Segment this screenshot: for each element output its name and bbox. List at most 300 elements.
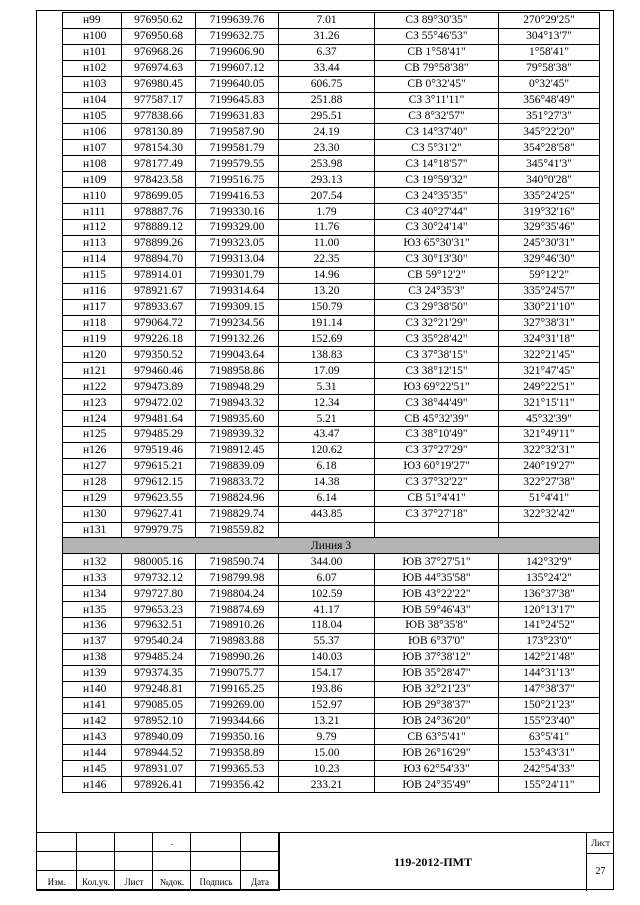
cell-x: 978914.01 bbox=[122, 267, 196, 283]
table-row bbox=[63, 554, 600, 570]
cell-az: 155°23'40" bbox=[499, 713, 600, 729]
cell-rumb: СЗ 19°59'32" bbox=[375, 172, 499, 188]
cell-id: н145 bbox=[63, 761, 122, 777]
table-row bbox=[63, 172, 600, 188]
cell-x: 979473.89 bbox=[122, 379, 196, 395]
cell-d: 12.34 bbox=[279, 395, 375, 411]
cell-y: 7199645.83 bbox=[196, 92, 279, 108]
cell-y: 7198829.74 bbox=[196, 506, 279, 522]
cell-rumb: СВ 63°5'41" bbox=[375, 729, 499, 745]
sheet-number: 27 bbox=[595, 866, 606, 877]
cell-d: 443.85 bbox=[279, 506, 375, 522]
table-row bbox=[63, 426, 600, 442]
cell-id: н118 bbox=[63, 315, 122, 331]
cell-x: 978921.67 bbox=[122, 283, 196, 299]
cell-az: 249°22'51" bbox=[499, 379, 600, 395]
cell-az: 322°32'42" bbox=[499, 506, 600, 522]
cell-y: 7199581.79 bbox=[196, 140, 279, 156]
cell-x: 979519.46 bbox=[122, 442, 196, 458]
cell-az: 321°47'45" bbox=[499, 363, 600, 379]
cell-y: 7198590.74 bbox=[196, 554, 279, 570]
cell-x: 979485.29 bbox=[122, 426, 196, 442]
table-row bbox=[63, 156, 600, 172]
cell-id: н106 bbox=[63, 124, 122, 140]
cell-az: 321°49'11" bbox=[499, 426, 600, 442]
cell-id: н129 bbox=[63, 490, 122, 506]
cell-az: 147°38'37" bbox=[499, 681, 600, 697]
cell-az: 330°21'10" bbox=[499, 299, 600, 315]
cell-d: 138.83 bbox=[279, 347, 375, 363]
cell-rumb: СЗ 32°21'29" bbox=[375, 315, 499, 331]
cell-y: 7199365.53 bbox=[196, 761, 279, 777]
cell-y: 7198990.26 bbox=[196, 649, 279, 665]
cell-rumb: ЮВ 44°35'58" bbox=[375, 570, 499, 586]
table-row bbox=[63, 92, 600, 108]
cell-id: н112 bbox=[63, 219, 122, 235]
cell-rumb: СЗ 30°24'14" bbox=[375, 219, 499, 235]
cell-id: н103 bbox=[63, 76, 122, 92]
table-row bbox=[63, 395, 600, 411]
cell-d: 140.03 bbox=[279, 649, 375, 665]
cell-x: 979085.05 bbox=[122, 697, 196, 713]
cell-d: 193.86 bbox=[279, 681, 375, 697]
cell-az: 141°24'52" bbox=[499, 618, 600, 634]
cell-d: 118.04 bbox=[279, 618, 375, 634]
cell-rumb: СЗ 38°10'49" bbox=[375, 426, 499, 442]
revision-grid bbox=[36, 833, 279, 891]
table-row bbox=[63, 331, 600, 347]
cell-x: 979653.23 bbox=[122, 602, 196, 618]
cell-x: 979623.55 bbox=[122, 490, 196, 506]
cell-id: н120 bbox=[63, 347, 122, 363]
cell-az: 51°4'41" bbox=[499, 490, 600, 506]
cell-y: 7199043.64 bbox=[196, 347, 279, 363]
cell-az: 351°27'3" bbox=[499, 108, 600, 124]
coordinates-table bbox=[62, 12, 600, 793]
cell-id: н142 bbox=[63, 713, 122, 729]
cell-rumb: ЮВ 37°27'51" bbox=[375, 554, 499, 570]
table-row bbox=[63, 713, 600, 729]
cell-d: 11.76 bbox=[279, 219, 375, 235]
cell-az: 142°21'48" bbox=[499, 649, 600, 665]
cell-az: 142°32'9" bbox=[499, 554, 600, 570]
cell-az: 135°24'2" bbox=[499, 570, 600, 586]
cell-rumb: СВ 0°32'45" bbox=[375, 76, 499, 92]
cell-rumb: СЗ 37°27'18" bbox=[375, 506, 499, 522]
cell-rumb: СЗ 35°28'42" bbox=[375, 331, 499, 347]
cell-az: 304°13'7" bbox=[499, 28, 600, 44]
cell-az: 354°28'58" bbox=[499, 140, 600, 156]
stamp-label: Дата bbox=[251, 877, 269, 887]
cell-y: 7198799.98 bbox=[196, 570, 279, 586]
cell-rumb: СЗ 40°27'44" bbox=[375, 204, 499, 220]
cell-az: 245°30'31" bbox=[499, 235, 600, 251]
cell-id: н140 bbox=[63, 681, 122, 697]
cell-rumb: СЗ 30°13'30" bbox=[375, 251, 499, 267]
cell-d: 120.62 bbox=[279, 442, 375, 458]
cell-id: н136 bbox=[63, 618, 122, 634]
cell-x: 978889.12 bbox=[122, 219, 196, 235]
cell-y: 7199606.90 bbox=[196, 44, 279, 60]
cell-y: 7199329.00 bbox=[196, 219, 279, 235]
cell-az: 322°32'31" bbox=[499, 442, 600, 458]
cell-az: 173°23'0" bbox=[499, 633, 600, 649]
cell-rumb: ЮВ 43°22'22" bbox=[375, 586, 499, 602]
cell-x: 979612.15 bbox=[122, 474, 196, 490]
cell-id: н133 bbox=[63, 570, 122, 586]
cell-y: 7199165.25 bbox=[196, 681, 279, 697]
cell-d: 14.38 bbox=[279, 474, 375, 490]
stamp-cell bbox=[241, 833, 279, 852]
stamp-cell bbox=[191, 833, 241, 852]
cell-x: 978699.05 bbox=[122, 188, 196, 204]
sheet-box bbox=[586, 833, 614, 891]
cell-id: н102 bbox=[63, 60, 122, 76]
cell-rumb: СЗ 24°35'35" bbox=[375, 188, 499, 204]
cell-y: 7198824.96 bbox=[196, 490, 279, 506]
stamp-label: Изм. bbox=[47, 877, 66, 887]
cell-rumb: ЮВ 37°38'12" bbox=[375, 649, 499, 665]
cell-id: н135 bbox=[63, 602, 122, 618]
stamp-cell bbox=[77, 833, 115, 852]
cell-az: 63°5'41" bbox=[499, 729, 600, 745]
title-block bbox=[36, 832, 614, 890]
cell-rumb: СВ 51°4'41" bbox=[375, 490, 499, 506]
cell-d: 5.21 bbox=[279, 411, 375, 427]
stamp-cell bbox=[191, 852, 241, 871]
stamp-dot: . bbox=[170, 837, 174, 847]
cell-id: н132 bbox=[63, 554, 122, 570]
cell-rumb: ЮВ 6°37'0" bbox=[375, 633, 499, 649]
cell-x: 979226.18 bbox=[122, 331, 196, 347]
table-row bbox=[63, 140, 600, 156]
cell-x: 978887.76 bbox=[122, 204, 196, 220]
cell-id: н121 bbox=[63, 363, 122, 379]
cell-d: 606.75 bbox=[279, 76, 375, 92]
table-row bbox=[63, 188, 600, 204]
cell-x: 976980.45 bbox=[122, 76, 196, 92]
cell-rumb: ЮВ 38°35'8" bbox=[375, 618, 499, 634]
table-row bbox=[63, 570, 600, 586]
cell-az: 240°19'27" bbox=[499, 458, 600, 474]
table-row bbox=[63, 124, 600, 140]
cell-d: 5.31 bbox=[279, 379, 375, 395]
table-row bbox=[63, 586, 600, 602]
cell-rumb: ЮЗ 60°19'27" bbox=[375, 458, 499, 474]
cell-az: 136°37'38" bbox=[499, 586, 600, 602]
cell-az: 120°13'17" bbox=[499, 602, 600, 618]
cell-d: 22.35 bbox=[279, 251, 375, 267]
cell-y: 7198804.24 bbox=[196, 586, 279, 602]
section-row bbox=[63, 538, 600, 554]
cell-y: 7199416.53 bbox=[196, 188, 279, 204]
cell-az: 1°58'41" bbox=[499, 44, 600, 60]
cell-x: 979064.72 bbox=[122, 315, 196, 331]
cell-id: н101 bbox=[63, 44, 122, 60]
cell-id: н124 bbox=[63, 411, 122, 427]
cell-y: 7199587.90 bbox=[196, 124, 279, 140]
cell-rumb: ЮВ 32°21'23" bbox=[375, 681, 499, 697]
cell-x: 978154.30 bbox=[122, 140, 196, 156]
cell-x: 979460.46 bbox=[122, 363, 196, 379]
cell-rumb: ЮЗ 69°22'51" bbox=[375, 379, 499, 395]
cell-id: н122 bbox=[63, 379, 122, 395]
cell-d: 253.98 bbox=[279, 156, 375, 172]
sheet-label: Лист bbox=[587, 833, 614, 854]
cell-y: 7199356.42 bbox=[196, 777, 279, 793]
cell-y: 7199607.12 bbox=[196, 60, 279, 76]
table-row bbox=[63, 44, 600, 60]
table-row bbox=[63, 681, 600, 697]
cell-d: 13.20 bbox=[279, 283, 375, 299]
cell-d: 6.18 bbox=[279, 458, 375, 474]
cell-id: н144 bbox=[63, 745, 122, 761]
cell-d: 102.59 bbox=[279, 586, 375, 602]
cell-az: 345°22'20" bbox=[499, 124, 600, 140]
table-row bbox=[63, 761, 600, 777]
cell-x: 979485.24 bbox=[122, 649, 196, 665]
cell-az: 144°31'13" bbox=[499, 665, 600, 681]
cell-x: 976968.26 bbox=[122, 44, 196, 60]
cell-y: 7199330.16 bbox=[196, 204, 279, 220]
cell-d: 9.79 bbox=[279, 729, 375, 745]
table-row bbox=[63, 506, 600, 522]
cell-y: 7198943.32 bbox=[196, 395, 279, 411]
cell-y: 7199639.76 bbox=[196, 13, 279, 29]
table-row bbox=[63, 697, 600, 713]
cell-az: 59°12'2" bbox=[499, 267, 600, 283]
cell-y: 7199631.83 bbox=[196, 108, 279, 124]
cell-id: н143 bbox=[63, 729, 122, 745]
cell-d: 207.54 bbox=[279, 188, 375, 204]
cell-x: 979481.64 bbox=[122, 411, 196, 427]
cell-x: 978944.52 bbox=[122, 745, 196, 761]
cell-x: 979727.80 bbox=[122, 586, 196, 602]
cell-id: н125 bbox=[63, 426, 122, 442]
cell-id: н105 bbox=[63, 108, 122, 124]
cell-x: 978894.70 bbox=[122, 251, 196, 267]
table-row bbox=[63, 602, 600, 618]
cell-x: 976950.62 bbox=[122, 13, 196, 29]
cell-id: н146 bbox=[63, 777, 122, 793]
table-row bbox=[63, 474, 600, 490]
table-row bbox=[63, 13, 600, 29]
cell-d: 55.37 bbox=[279, 633, 375, 649]
stamp-cell bbox=[241, 852, 279, 871]
cell-rumb: СЗ 89°30'35" bbox=[375, 13, 499, 29]
section-label: Линия 3 bbox=[63, 538, 600, 554]
cell-x: 979540.24 bbox=[122, 633, 196, 649]
cell-id: н134 bbox=[63, 586, 122, 602]
cell-id: н107 bbox=[63, 140, 122, 156]
cell-y: 7198559.82 bbox=[196, 522, 279, 538]
cell-az: 327°38'31" bbox=[499, 315, 600, 331]
stamp-cell bbox=[115, 833, 153, 852]
cell-y: 7198839.09 bbox=[196, 458, 279, 474]
cell-y: 7199516.75 bbox=[196, 172, 279, 188]
cell-rumb: ЮВ 35°28'47" bbox=[375, 665, 499, 681]
cell-d: 152.69 bbox=[279, 331, 375, 347]
cell-d: 154.17 bbox=[279, 665, 375, 681]
cell-rumb: ЮВ 29°38'37" bbox=[375, 697, 499, 713]
table-row bbox=[63, 522, 600, 538]
cell-y: 7199640.05 bbox=[196, 76, 279, 92]
cell-d: 7.01 bbox=[279, 13, 375, 29]
table-row bbox=[63, 347, 600, 363]
cell-x: 977587.17 bbox=[122, 92, 196, 108]
cell-rumb: ЮВ 59°46'43" bbox=[375, 602, 499, 618]
cell-id: н113 bbox=[63, 235, 122, 251]
cell-az: 321°15'11" bbox=[499, 395, 600, 411]
cell-y: 7199301.79 bbox=[196, 267, 279, 283]
cell-id: н108 bbox=[63, 156, 122, 172]
cell-id: н111 bbox=[63, 204, 122, 220]
cell-d: 251.88 bbox=[279, 92, 375, 108]
cell-az: 340°0'28" bbox=[499, 172, 600, 188]
cell-rumb: СЗ 5°31'2" bbox=[375, 140, 499, 156]
cell-d: 11.00 bbox=[279, 235, 375, 251]
cell-rumb: СЗ 38°44'49" bbox=[375, 395, 499, 411]
cell-az: 79°58'38" bbox=[499, 60, 600, 76]
cell-x: 979979.75 bbox=[122, 522, 196, 538]
cell-az: 45°32'39" bbox=[499, 411, 600, 427]
cell-y: 7198833.72 bbox=[196, 474, 279, 490]
cell-id: н137 bbox=[63, 633, 122, 649]
cell-x: 979248.81 bbox=[122, 681, 196, 697]
cell-id: н116 bbox=[63, 283, 122, 299]
cell-rumb: СЗ 3°11'11" bbox=[375, 92, 499, 108]
cell-x: 980005.16 bbox=[122, 554, 196, 570]
cell-d: 344.00 bbox=[279, 554, 375, 570]
cell-id: н138 bbox=[63, 649, 122, 665]
cell-d: 15.00 bbox=[279, 745, 375, 761]
cell-rumb: ЮВ 26°16'29" bbox=[375, 745, 499, 761]
cell-x: 978940.09 bbox=[122, 729, 196, 745]
cell-id: н100 bbox=[63, 28, 122, 44]
cell-d: 23.30 bbox=[279, 140, 375, 156]
cell-x: 978926.41 bbox=[122, 777, 196, 793]
cell-y: 7198983.88 bbox=[196, 633, 279, 649]
table-row bbox=[63, 76, 600, 92]
cell-x: 978423.58 bbox=[122, 172, 196, 188]
cell-y: 7199269.00 bbox=[196, 697, 279, 713]
table-row bbox=[63, 729, 600, 745]
cell-az: 322°27'38" bbox=[499, 474, 600, 490]
cell-rumb bbox=[375, 522, 499, 538]
cell-d: 24.19 bbox=[279, 124, 375, 140]
stamp-label: Лист bbox=[124, 877, 144, 887]
table-row bbox=[63, 299, 600, 315]
cell-x: 978899.26 bbox=[122, 235, 196, 251]
cell-rumb: СЗ 24°35'3" bbox=[375, 283, 499, 299]
table-row bbox=[63, 458, 600, 474]
cell-az: 329°46'30" bbox=[499, 251, 600, 267]
table-row bbox=[63, 251, 600, 267]
cell-x: 978952.10 bbox=[122, 713, 196, 729]
cell-x: 978130.89 bbox=[122, 124, 196, 140]
cell-id: н128 bbox=[63, 474, 122, 490]
table-row bbox=[63, 777, 600, 793]
cell-az: 324°31'18" bbox=[499, 331, 600, 347]
cell-rumb: СЗ 37°38'15" bbox=[375, 347, 499, 363]
stamp-cell bbox=[153, 852, 191, 871]
cell-d: 17.09 bbox=[279, 363, 375, 379]
table-row bbox=[63, 633, 600, 649]
cell-y: 7199132.26 bbox=[196, 331, 279, 347]
cell-x: 978177.49 bbox=[122, 156, 196, 172]
cell-y: 7199313.04 bbox=[196, 251, 279, 267]
cell-y: 7199309.15 bbox=[196, 299, 279, 315]
stamp-cell bbox=[115, 852, 153, 871]
cell-x: 979632.51 bbox=[122, 618, 196, 634]
table-row bbox=[63, 745, 600, 761]
table-row bbox=[63, 490, 600, 506]
table-row bbox=[63, 219, 600, 235]
cell-rumb: ЮВ 24°36'20" bbox=[375, 713, 499, 729]
cell-x: 979472.02 bbox=[122, 395, 196, 411]
cell-id: н104 bbox=[63, 92, 122, 108]
cell-az: 322°21'45" bbox=[499, 347, 600, 363]
cell-rumb: СЗ 29°38'50" bbox=[375, 299, 499, 315]
cell-d: 295.51 bbox=[279, 108, 375, 124]
cell-id: н117 bbox=[63, 299, 122, 315]
cell-x: 976950.68 bbox=[122, 28, 196, 44]
table-row bbox=[63, 665, 600, 681]
table-row bbox=[63, 411, 600, 427]
cell-id: н115 bbox=[63, 267, 122, 283]
cell-id: н126 bbox=[63, 442, 122, 458]
cell-id: н131 bbox=[63, 522, 122, 538]
cell-rumb: СЗ 14°18'57" bbox=[375, 156, 499, 172]
cell-y: 7198948.29 bbox=[196, 379, 279, 395]
stamp-cell bbox=[36, 852, 77, 871]
cell-id: н119 bbox=[63, 331, 122, 347]
cell-d: 33.44 bbox=[279, 60, 375, 76]
table-row bbox=[63, 267, 600, 283]
cell-y: 7198910.26 bbox=[196, 618, 279, 634]
cell-d: 10.23 bbox=[279, 761, 375, 777]
cell-id: н109 bbox=[63, 172, 122, 188]
table-row bbox=[63, 442, 600, 458]
cell-y: 7199350.16 bbox=[196, 729, 279, 745]
stamp-label: Кол.уч. bbox=[82, 877, 110, 887]
cell-az: 345°41'3" bbox=[499, 156, 600, 172]
cell-rumb: СЗ 55°46'53" bbox=[375, 28, 499, 44]
cell-rumb: СЗ 14°37'40" bbox=[375, 124, 499, 140]
cell-d: 13.21 bbox=[279, 713, 375, 729]
cell-d: 150.79 bbox=[279, 299, 375, 315]
cell-az: 242°54'33" bbox=[499, 761, 600, 777]
cell-x: 976974.63 bbox=[122, 60, 196, 76]
cell-rumb: СВ 1°58'41" bbox=[375, 44, 499, 60]
cell-az: 335°24'25" bbox=[499, 188, 600, 204]
cell-az: 155°24'11" bbox=[499, 777, 600, 793]
cell-d: 152.97 bbox=[279, 697, 375, 713]
cell-x: 979374.35 bbox=[122, 665, 196, 681]
cell-d: 293.13 bbox=[279, 172, 375, 188]
cell-d: 43.47 bbox=[279, 426, 375, 442]
cell-y: 7199358.89 bbox=[196, 745, 279, 761]
cell-y: 7199344.66 bbox=[196, 713, 279, 729]
cell-rumb: СЗ 37°32'22" bbox=[375, 474, 499, 490]
cell-d: 31.26 bbox=[279, 28, 375, 44]
table-row bbox=[63, 108, 600, 124]
cell-az: 356°48'49" bbox=[499, 92, 600, 108]
cell-az: 270°29'25" bbox=[499, 13, 600, 29]
cell-rumb: СЗ 8°32'57" bbox=[375, 108, 499, 124]
cell-y: 7198958.86 bbox=[196, 363, 279, 379]
cell-id: н114 bbox=[63, 251, 122, 267]
